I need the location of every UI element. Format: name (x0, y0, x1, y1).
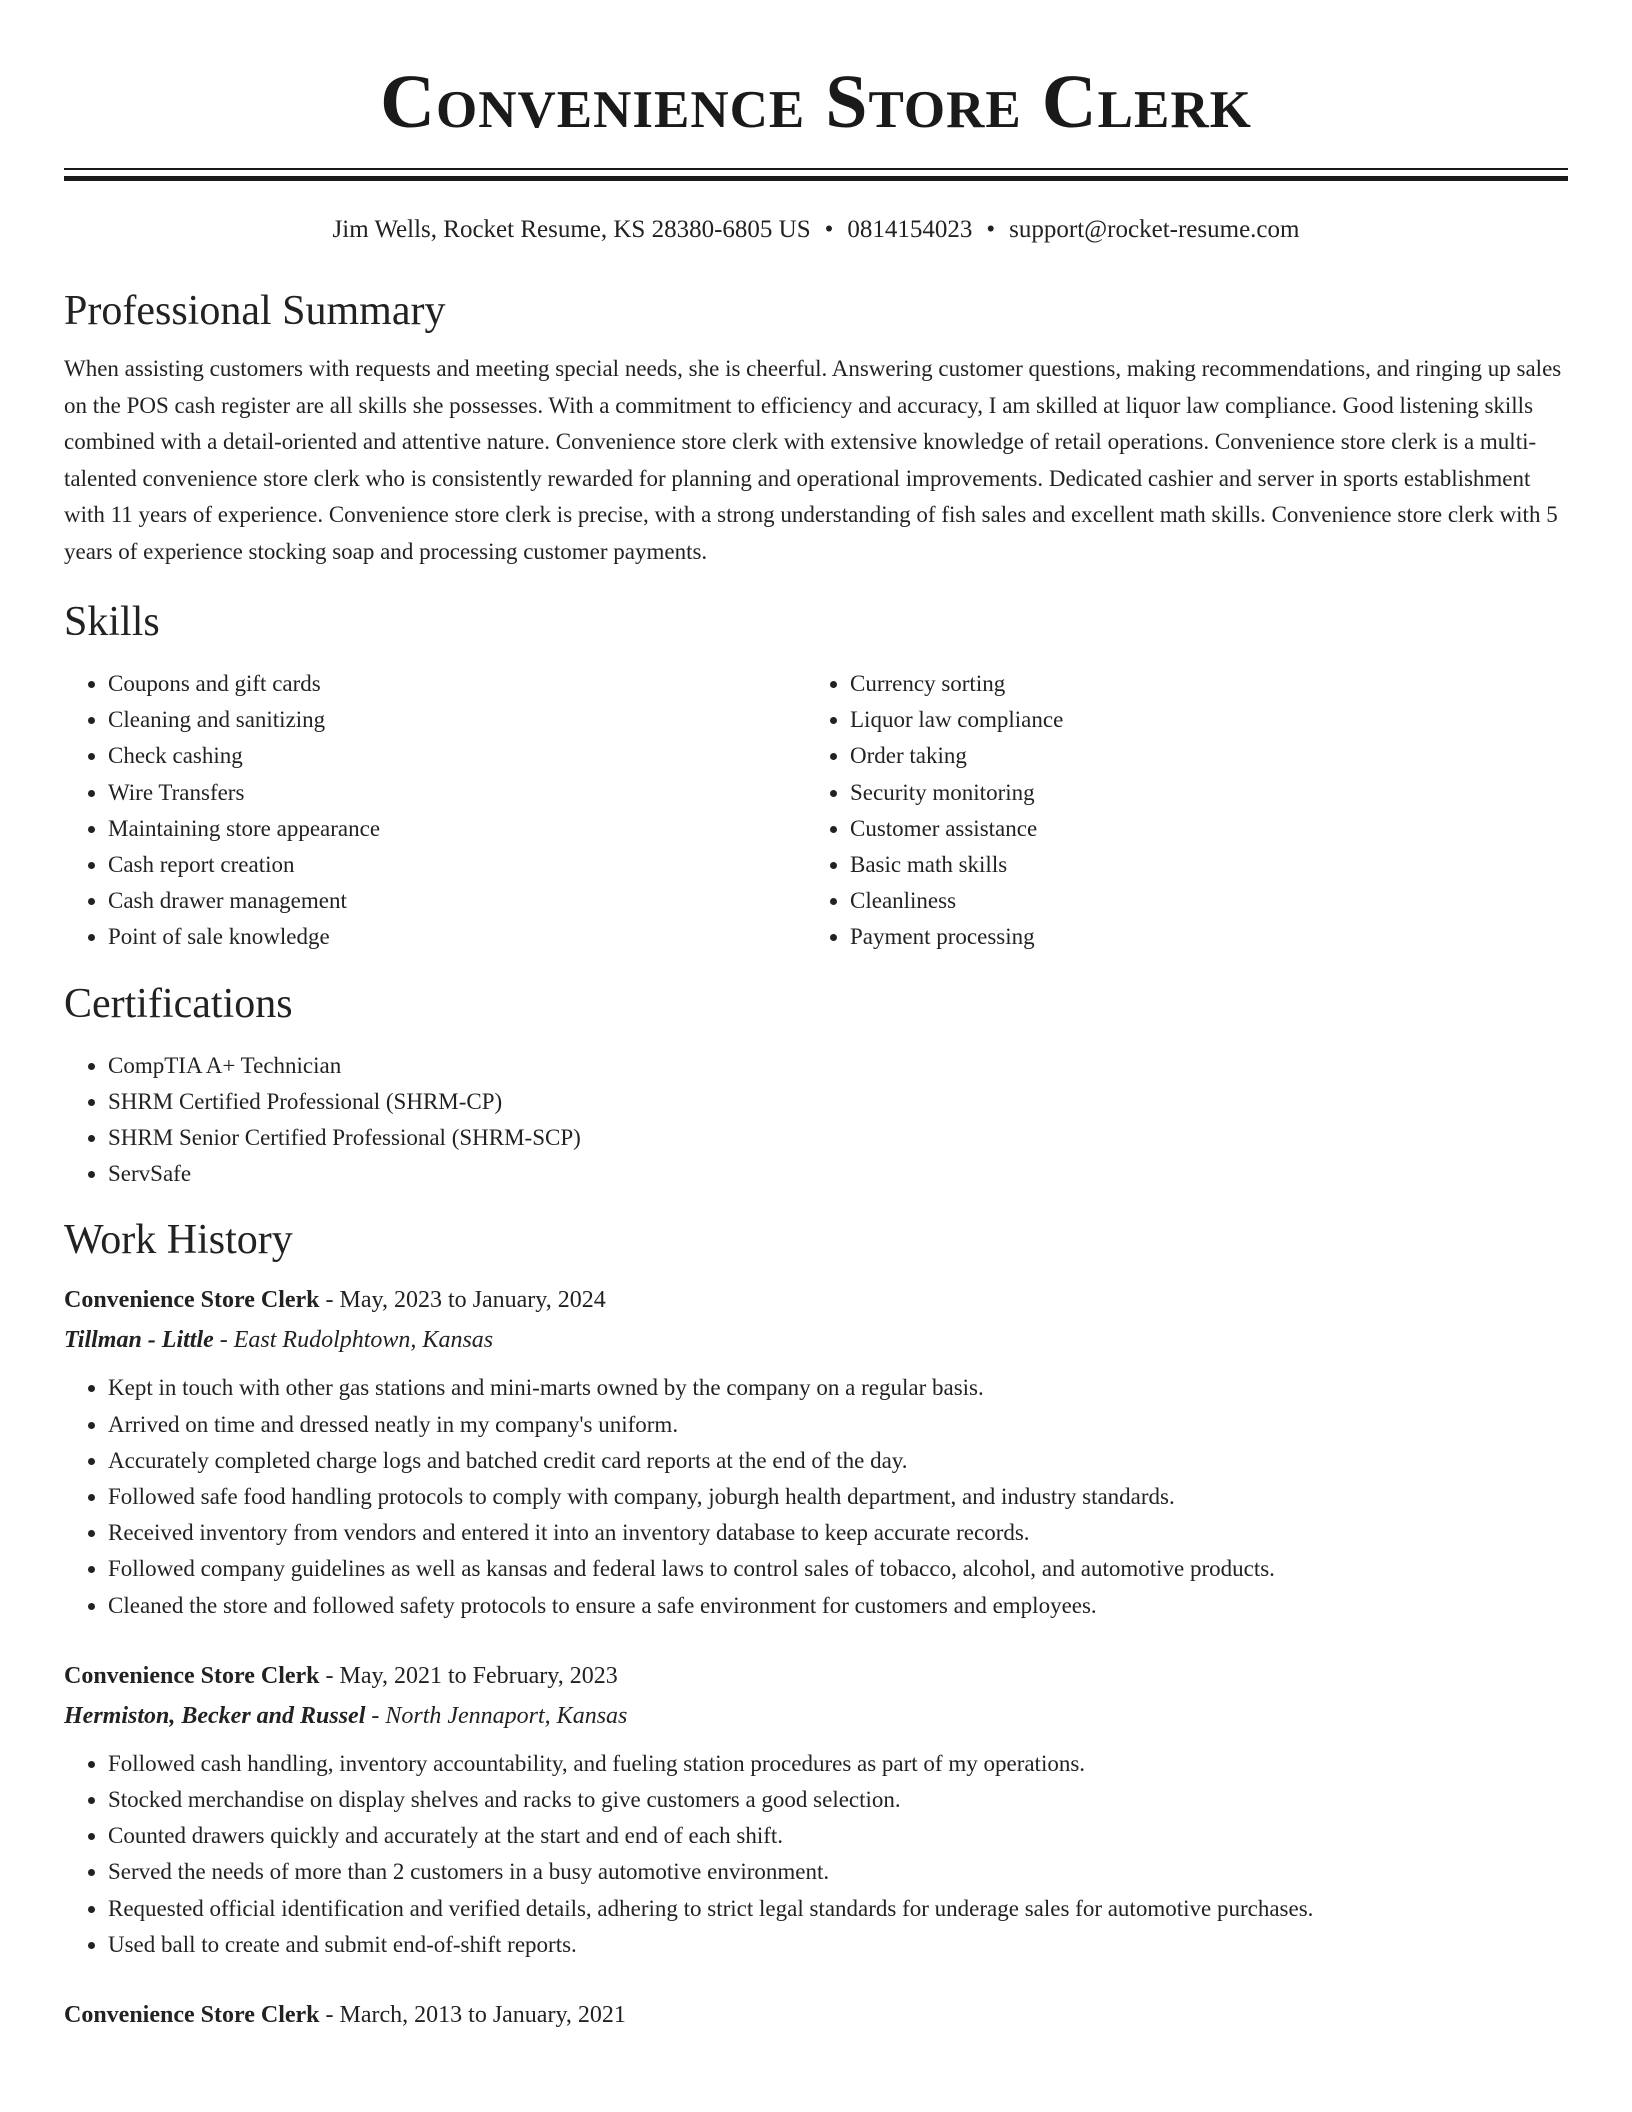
list-item: • Cleaning and sanitizing (108, 702, 806, 738)
job-role: Convenience Store Clerk (64, 2002, 320, 2029)
job-duties-list (64, 1370, 1568, 1623)
skills-list-right (806, 666, 1548, 956)
list-item: • Liquor law compliance (850, 702, 1548, 738)
list-item: • Order taking (850, 738, 1548, 774)
section-heading-summary: Professional Summary (64, 288, 446, 334)
resume-title: Convenience Store Clerk (380, 60, 1252, 144)
list-item: • Security monitoring (850, 775, 1548, 811)
list-item: • Followed cash handling, inventory accountability, and fueling station procedures as part of my operations. (108, 1746, 1568, 1782)
skills-list-left (64, 666, 806, 956)
list-item: • Arrived on time and dressed neatly in my company's uniform. (108, 1407, 1568, 1443)
list-item: • SHRM Certified Professional (SHRM-CP) (108, 1084, 1568, 1120)
job-entry (64, 1280, 1568, 1623)
job-company: Tillman - Little (64, 1327, 214, 1354)
list-item: • Served the needs of more than 2 customers in a busy automotive environment. (108, 1854, 1568, 1890)
list-item: • Wire Transfers (108, 775, 806, 811)
list-item: • Counted drawers quickly and accurately at the start and end of each shift. (108, 1818, 1568, 1854)
professional-summary-section (64, 287, 1568, 570)
list-item: • ServSafe (108, 1156, 1568, 1192)
list-item: • Stocked merchandise on display shelves and racks to give customers a good selection. (108, 1782, 1568, 1818)
job-role: Convenience Store Clerk (64, 1287, 320, 1314)
summary-text: When assisting customers with requests and meeting special needs, she is cheerful. Answering customer questions, making recommendations, and ringing up sales on the POS cash register are all skills she possesses. With a commitment to efficiency and accuracy, I am skilled at liquor law compliance. Good listening skills combined with a detail-oriented and attentive nature. Convenience store clerk with extensive knowledge of retail operations. Convenience store clerk is a multi-talented convenience store clerk who is consistently rewarded for planning and operational improvements. Dedicated cashier and server in sports establishment with 11 years of experience. Convenience store clerk is precise, with a strong understanding of fish sales and excellent math skills. Convenience store clerk with 5 years of experience stocking soap and processing customer payments. (64, 356, 1562, 564)
skills-section (64, 598, 1568, 956)
list-item: • Customer assistance (850, 811, 1548, 847)
list-item: • Point of sale knowledge (108, 919, 806, 955)
list-item: • SHRM Senior Certified Professional (SHRM-SCP) (108, 1120, 1568, 1156)
list-item: • CompTIA A+ Technician (108, 1048, 1568, 1084)
list-item: • Accurately completed charge logs and batched credit card reports at the end of the day. (108, 1443, 1568, 1479)
list-item: • Maintaining store appearance (108, 811, 806, 847)
list-item: • Followed safe food handling protocols to comply with company, joburgh health department, and industry standards. (108, 1479, 1568, 1515)
certifications-section (64, 980, 1568, 1193)
title-divider-thin (64, 168, 1568, 170)
skills-column-left (64, 666, 806, 956)
job-role: Convenience Store Clerk (64, 1662, 320, 1689)
job-location: - East Rudolphtown, Kansas (213, 1327, 494, 1354)
contact-address: Jim Wells, Rocket Resume, KS 28380-6805 US (332, 216, 811, 243)
work-history-section (64, 1216, 1568, 2035)
skills-column-right (806, 666, 1548, 956)
section-heading-work-history: Work History (64, 1217, 293, 1264)
job-duties-list (64, 1746, 1568, 1963)
job-entry (64, 1656, 1568, 1963)
list-item: • Used ball to create and submit end-of-shift reports. (108, 1927, 1568, 1963)
contact-separator: • (986, 216, 996, 243)
skills-grid (64, 666, 1568, 956)
list-item: • Followed company guidelines as well as kansas and federal laws to control sales of tobacco, alcohol, and automotive products. (108, 1551, 1568, 1587)
job-company: Hermiston, Becker and Russel (64, 1702, 366, 1729)
contact-separator: • (824, 216, 834, 243)
job-location: - North Jennaport, Kansas (365, 1702, 628, 1729)
contact-phone: 0814154023 (847, 216, 973, 243)
job-title-line (64, 1995, 1568, 2035)
section-heading-skills: Skills (64, 599, 160, 645)
job-dates: - March, 2013 to January, 2021 (319, 2002, 626, 2029)
list-item: • Payment processing (850, 919, 1548, 955)
job-dates: - May, 2023 to January, 2024 (319, 1287, 606, 1314)
list-item: • Received inventory from vendors and entered it into an inventory database to keep accurate records. (108, 1515, 1568, 1551)
list-item: • Requested official identification and verified details, adhering to strict legal standards for underage sales for automotive purchases. (108, 1891, 1568, 1927)
job-dates: - May, 2021 to February, 2023 (319, 1662, 618, 1689)
contact-line (64, 215, 1568, 245)
list-item: • Kept in touch with other gas stations and mini-marts owned by the company on a regular basis. (108, 1370, 1568, 1406)
list-item: • Cleanliness (850, 883, 1548, 919)
job-entry (64, 1995, 1568, 2035)
list-item: • Coupons and gift cards (108, 666, 806, 702)
job-company-line (64, 1320, 1568, 1360)
resume-page (64, 0, 1568, 2035)
contact-email: support@rocket-resume.com (1009, 216, 1300, 243)
section-heading-certifications: Certifications (64, 980, 293, 1027)
list-item: • Cash drawer management (108, 883, 806, 919)
list-item: • Cash report creation (108, 847, 806, 883)
list-item: • Check cashing (108, 738, 806, 774)
list-item: • Basic math skills (850, 847, 1548, 883)
job-title-line (64, 1656, 1568, 1696)
certifications-list (64, 1048, 1568, 1193)
job-title-line (64, 1280, 1568, 1320)
job-company-line (64, 1696, 1568, 1736)
title-divider-thick (64, 176, 1568, 181)
list-item: • Currency sorting (850, 666, 1548, 702)
list-item: • Cleaned the store and followed safety protocols to ensure a safe environment for customers and employees. (108, 1588, 1568, 1624)
